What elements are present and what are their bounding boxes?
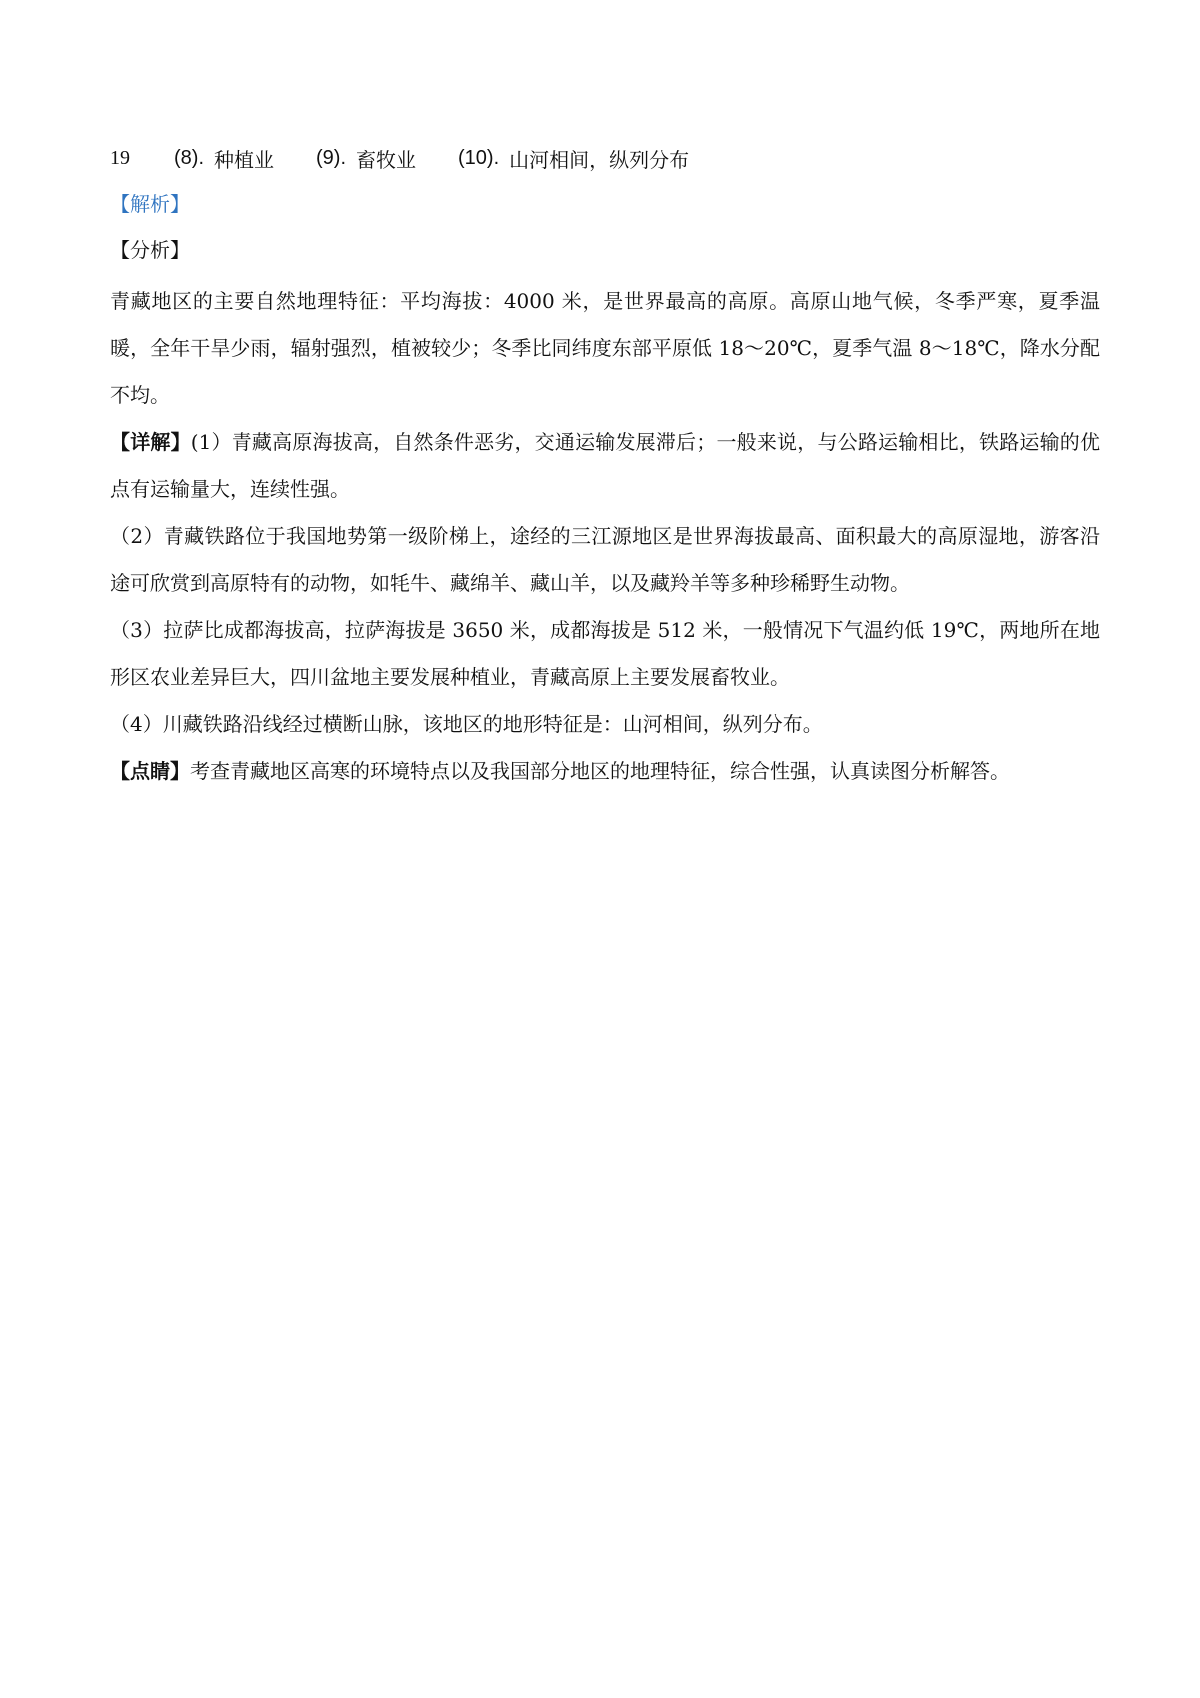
answer-line: [110, 140, 1100, 176]
fenxi-heading: 【分析】: [110, 238, 190, 262]
answer-marker: (10).: [458, 146, 500, 169]
xiangjie-label: 【详解】: [110, 430, 191, 454]
fenxi-paragraph: 青藏地区的主要自然地理特征：平均海拔：4000 米，是世界最高的高原。高原山地气候，冬季严寒，夏季温暖，全年干旱少雨，辐射强烈，植被较少；冬季比同纬度东部平原低 18～20℃，夏季气温 8～18℃，降水分配不均。: [110, 289, 1100, 407]
xiangjie-paragraph-1: [110, 419, 1100, 513]
document-page: [110, 140, 1100, 795]
dianjing-text: 考查青藏地区高寒的环境特点以及我国部分地区的地理特征，综合性强，认真读图分析解答。: [190, 759, 1010, 783]
answer-item-10: [458, 144, 689, 173]
question-number: 19: [110, 146, 130, 169]
answer-text: 畜牧业: [356, 147, 416, 172]
answer-item-8: [174, 144, 274, 173]
answer-marker: (8).: [174, 146, 204, 169]
dianjing-paragraph: [110, 748, 1100, 795]
dianjing-label: 【点睛】: [110, 759, 190, 783]
answer-text: 山河相间，纵列分布: [509, 147, 690, 172]
xiangjie-paragraph-3: （3）拉萨比成都海拔高，拉萨海拔是 3650 米，成都海拔是 512 米，一般情况下气温约低 19℃，两地所在地形区农业差异巨大，四川盆地主要发展种植业，青藏高原上主要发展畜牧业。: [110, 618, 1100, 689]
xiangjie-text-1: (1）青藏高原海拔高，自然条件恶劣，交通运输发展滞后；一般来说，与公路运输相比，铁路运输的优点有运输量大，连续性强。: [110, 430, 1101, 501]
answer-text: 种植业: [214, 147, 274, 172]
xiangjie-paragraph-4: （4）川藏铁路沿线经过横断山脉，该地区的地形特征是：山河相间，纵列分布。: [110, 712, 823, 736]
answer-marker: (9).: [316, 146, 346, 169]
xiangjie-paragraph-2: （2）青藏铁路位于我国地势第一级阶梯上，途经的三江源地区是世界海拔最高、面积最大的高原湿地，游客沿途可欣赏到高原特有的动物，如牦牛、藏绵羊、藏山羊，以及藏羚羊等多种珍稀野生动物。: [110, 524, 1100, 595]
answer-item-9: [316, 144, 416, 173]
jiexi-heading: 【解析】: [110, 192, 190, 216]
